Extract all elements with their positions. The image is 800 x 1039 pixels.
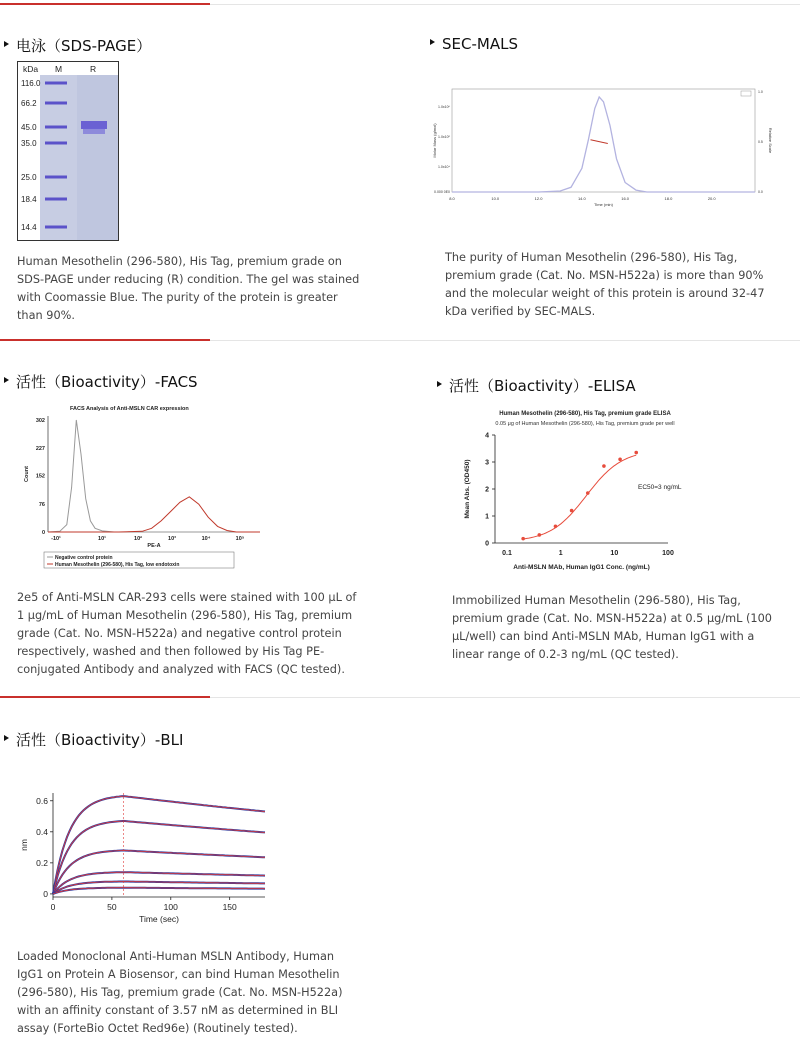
section-title-sec-mals: SEC-MALS [430, 35, 518, 53]
gel-marker-band [45, 142, 67, 145]
elisa-title: Human Mesothelin (296-580), His Tag, premium grade ELISA [499, 411, 671, 417]
sec-x-tick: 16.0 [621, 196, 630, 201]
bli-x-label: Time (sec) [139, 914, 179, 924]
bullet-triangle-icon [4, 735, 9, 741]
facs-x-tick: 10² [134, 536, 142, 542]
sec-y-tick: 1.0x10⁴ [437, 165, 450, 169]
facs-chart [20, 400, 265, 575]
bli-y-tick: 0 [43, 888, 48, 899]
bli-x-tick: 50 [107, 902, 117, 912]
bli-sensorgram-line [53, 796, 265, 894]
section-title-elisa: 活性（Bioactivity）-ELISA [437, 375, 636, 396]
elisa-annotation: EC50=3 ng/mL [638, 484, 682, 491]
bullet-triangle-icon [437, 381, 442, 387]
sec-legend-box [741, 91, 751, 96]
facs-series-line [48, 497, 260, 532]
facs-title: FACS Analysis of Anti-MSLN CAR expression [70, 406, 189, 412]
elisa-data-point [634, 451, 638, 455]
sec-plot-area [452, 89, 755, 192]
elisa-x-label: Anti-MSLN MAb, Human IgG1 Conc. (ng/mL) [513, 564, 650, 571]
elisa-y-label: Mean Abs. (OD450) [464, 459, 471, 519]
bli-x-tick: 100 [163, 902, 178, 912]
gel-marker-band [45, 126, 67, 129]
bullet-triangle-icon [430, 39, 435, 45]
elisa-y-tick: 3 [485, 459, 489, 467]
facs-y-tick: 302 [35, 418, 45, 424]
elisa-y-tick: 0 [485, 540, 489, 548]
elisa-x-tick: 1 [558, 550, 563, 557]
divider-accent [0, 3, 210, 5]
elisa-y-tick: 4 [485, 432, 489, 440]
gel-marker-band [45, 198, 67, 201]
gel-marker-label: 18.4 [21, 195, 37, 204]
elisa-y-tick: 2 [485, 486, 489, 494]
gel-marker-label: 66.2 [21, 99, 37, 108]
gel-marker-label: 116.0 [21, 79, 41, 88]
gel-marker-label: 25.0 [21, 173, 37, 182]
sec-y2-tick: 1.0 [758, 90, 763, 94]
facs-legend-label: Negative control protein [55, 555, 113, 561]
elisa-subtitle: 0.05 μg of Human Mesothelin (296-580), His Tag, premium grade per well [495, 421, 675, 427]
sec-x-tick: 10.0 [491, 196, 500, 201]
facs-x-tick: 10⁵ [235, 536, 245, 542]
elisa-x-tick: 10 [610, 550, 619, 557]
gel-marker-band [45, 226, 67, 229]
section-title-sds-page: 电泳（SDS-PAGE） [4, 35, 151, 56]
facs-description: 2e5 of Anti-MSLN CAR-293 cells were stained with 100 μL of 1 μg/mL of Human Mesothelin (296-580), His Tag, premium grade (Cat. No. MSN-H522a) and negative control protein respectively, washed and then followed by His Tag PE-conjugated Antibody and analyzed with FACS (QC tested). [17, 591, 357, 676]
elisa-y-tick: 1 [485, 513, 489, 521]
divider-accent [0, 696, 210, 698]
elisa-description: Immobilized Human Mesothelin (296-580), His Tag, premium grade (Cat. No. MSN-H522a) at 0.5 μg/mL (100 μL/well) can bind Anti-MSLN MAb, Human IgG1 with a linear range of 0.2-3 ng/mL (QC tested). [452, 594, 772, 661]
elisa-data-point [554, 524, 558, 528]
gel-lane-r-label: R [90, 64, 97, 74]
facs-y-tick: 0 [41, 530, 45, 536]
bli-fit-line [53, 796, 265, 894]
gel-marker-band [45, 82, 67, 85]
elisa-fit-line [523, 455, 636, 539]
bli-y-tick: 0.2 [36, 857, 48, 868]
sec-mals-description: The purity of Human Mesothelin (296-580), His Tag, premium grade (Cat. No. MSN-H522a) is more than 90% and the molecular weight of this protein is around 32-47 kDa verified by SEC-MALS. [445, 251, 765, 318]
bli-x-tick: 0 [50, 902, 56, 912]
bullet-triangle-icon [4, 377, 9, 383]
gel-marker-band [45, 102, 67, 105]
bli-x-tick: 150 [222, 902, 237, 912]
sec-x-tick: 8.0 [449, 196, 455, 201]
sec-y2-tick: 0.5 [758, 140, 763, 144]
sec-y-tick: 1.0x10⁶ [438, 105, 450, 109]
bli-chart [15, 785, 275, 935]
facs-y-tick: 227 [35, 445, 45, 452]
elisa-data-point [618, 458, 622, 462]
sec-x-label: Time (min) [594, 202, 613, 207]
bullet-triangle-icon [4, 41, 9, 47]
facs-y-label: Count [24, 466, 30, 482]
facs-y-tick: 76 [38, 501, 45, 508]
gel-marker-band [45, 176, 67, 179]
bli-description: Loaded Monoclonal Anti-Human MSLN Antibody, Human IgG1 on Protein A Biosensor, can bind Human Mesothelin (296-580), His Tag, premium grade (Cat. No. MSN-H522a) with an affinity constant of 3.57 nM as determined in BLI assay (ForteBio Octet Red96e) (Routinely tested). [17, 950, 343, 1035]
elisa-data-point [521, 537, 525, 541]
section-title-bli: 活性（Bioactivity）-BLI [4, 729, 183, 750]
sec-x-tick: 18.0 [664, 196, 673, 201]
sec-x-tick: 12.0 [534, 196, 543, 201]
facs-legend-label: Human Mesothelin (296-580), His Tag, low endotoxin [55, 562, 180, 568]
gel-lane-m-label: M [55, 64, 63, 74]
elisa-x-tick: 0.1 [502, 550, 512, 557]
elisa-data-point [570, 509, 574, 513]
elisa-chart [455, 405, 715, 575]
bli-y-tick: 0.6 [36, 795, 48, 806]
sec-y2-tick: 0.0 [758, 190, 763, 194]
elisa-data-point [586, 491, 590, 495]
gel-marker-label: 35.0 [21, 139, 37, 148]
sec-y-tick: 0.000 0E0 [434, 190, 450, 194]
elisa-data-point [538, 533, 542, 537]
divider-accent [0, 339, 210, 341]
sec-x-tick: 14.0 [577, 196, 586, 201]
facs-y-tick: 152 [35, 473, 45, 480]
sec-y-tick: 1.0x10⁵ [438, 135, 450, 139]
gel-marker-label: 14.4 [21, 223, 37, 232]
sec-y2-label: Relative Scale [768, 127, 773, 154]
bli-y-tick: 0.4 [36, 826, 48, 837]
gel-unit-label: kDa [23, 64, 39, 74]
facs-x-label: PE-A [147, 543, 161, 549]
sds-page-gel [17, 61, 119, 241]
facs-x-tick: 10³ [168, 536, 176, 542]
sds-page-description: Human Mesothelin (296-580), His Tag, premium grade on SDS-PAGE under reducing (R) condition. The gel was stained with Coomassie Blue. The purity of the protein is greater than 90%. [17, 255, 360, 322]
gel-marker-label: 45.0 [21, 123, 37, 132]
elisa-data-point [602, 464, 606, 468]
facs-x-tick: 10¹ [98, 536, 106, 542]
sec-y-label: Molar Mass (g/mol) [432, 123, 437, 158]
sec-x-tick: 20.0 [707, 196, 716, 201]
facs-x-tick: -10¹ [51, 536, 61, 542]
facs-x-tick: 10⁴ [201, 536, 211, 542]
facs-series-line [48, 420, 260, 532]
sec-mals-chart [430, 84, 775, 209]
elisa-x-tick: 100 [662, 550, 674, 557]
bli-y-label: nm [19, 839, 29, 851]
section-title-facs: 活性（Bioactivity）-FACS [4, 371, 198, 392]
